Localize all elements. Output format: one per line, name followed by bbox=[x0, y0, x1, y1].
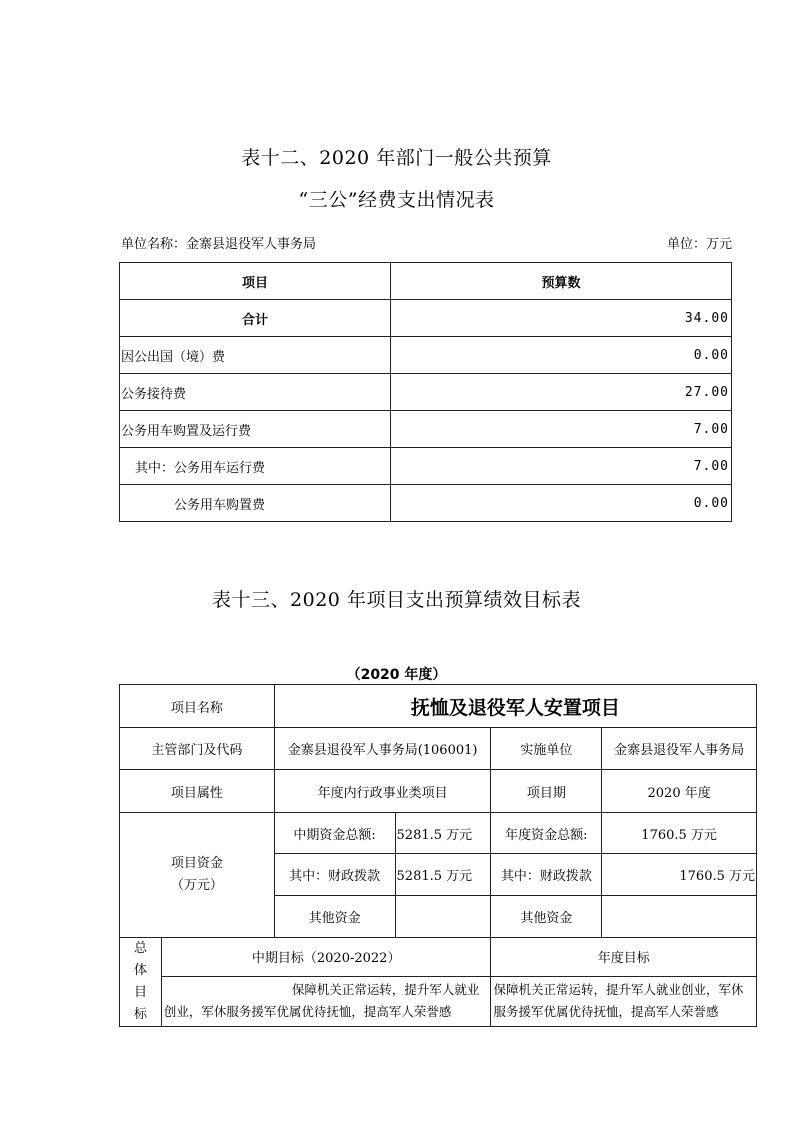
impl-label: 实施单位 bbox=[491, 728, 602, 770]
attr-value: 年度内行政事业类项目 bbox=[274, 770, 491, 813]
mid-fiscal-value: 5281.5 万元 bbox=[395, 854, 491, 896]
dept-label: 主管部门及代码 bbox=[120, 728, 275, 770]
three-public-expenses-table bbox=[119, 262, 732, 522]
row-value: 7.00 bbox=[391, 448, 732, 485]
table13-title: 表十三、2020 年项目支出预算绩效目标表 bbox=[212, 589, 581, 611]
year-total-value: 1760.5 万元 bbox=[602, 813, 757, 854]
table-row bbox=[120, 485, 732, 522]
total-label: 合计 bbox=[120, 300, 391, 337]
mid-goal-label: 中期目标（2020-2022） bbox=[161, 938, 491, 977]
dept-row bbox=[120, 728, 757, 770]
year-fiscal-label: 其中：财政拨款 bbox=[491, 854, 602, 896]
period-value: 2020 年度 bbox=[602, 770, 757, 813]
unit: 单位：万元 bbox=[666, 237, 732, 252]
table-row-total bbox=[120, 300, 732, 337]
goal-text-row bbox=[120, 976, 757, 1026]
header-budget: 预算数 bbox=[391, 263, 732, 300]
unit-name: 单位名称：金寨县退役军人事务局 bbox=[121, 237, 317, 252]
mid-fiscal-label: 其中：财政拨款 bbox=[274, 854, 395, 896]
table12-title-line2: “三公”经费支出情况表 bbox=[298, 189, 495, 211]
mid-total-label: 中期资金总额: bbox=[274, 813, 395, 854]
row-value: 0.00 bbox=[391, 337, 732, 374]
year-label: （2020 年度） bbox=[346, 667, 447, 683]
table-row bbox=[120, 337, 732, 374]
overall-goal-char: 总 bbox=[133, 941, 147, 956]
year-fiscal-value: 1760.5 万元 bbox=[602, 854, 757, 896]
other-funds-label-year: 其他资金 bbox=[491, 896, 602, 938]
other-funds-value-year bbox=[602, 896, 757, 938]
mid-goal-text bbox=[161, 976, 491, 1026]
row-label: 公务接待费 bbox=[120, 374, 391, 411]
table-row bbox=[120, 448, 732, 485]
period-label: 项目期 bbox=[491, 770, 602, 813]
mid-goal-text-body: 保障机关正常运转，提升军人就业创业，军休服务援军优属优待抚恤，提高军人荣誉感 bbox=[163, 981, 480, 1019]
attr-row bbox=[120, 770, 757, 813]
funds-row-1 bbox=[120, 813, 757, 854]
funds-label-line2: （万元） bbox=[170, 878, 223, 893]
year-total-label: 年度资金总额: bbox=[491, 813, 602, 854]
row-value: 0.00 bbox=[391, 485, 732, 522]
row-label: 因公出国（境）费 bbox=[120, 337, 391, 374]
funds-label-line1: 项目资金 bbox=[170, 856, 223, 871]
row-value: 7.00 bbox=[391, 411, 732, 448]
row-label: 公务用车购置费 bbox=[120, 485, 391, 522]
row-label: 其中：公务用车运行费 bbox=[120, 448, 391, 485]
year-goal-label: 年度目标 bbox=[491, 938, 757, 977]
project-name: 抚恤及退役军人安置项目 bbox=[274, 685, 756, 728]
performance-target-table bbox=[119, 684, 757, 1027]
mid-total-value: 5281.5 万元 bbox=[395, 813, 491, 854]
overall-goal-char: 标 bbox=[133, 1007, 147, 1022]
total-value: 34.00 bbox=[391, 300, 732, 337]
impl-value: 金寨县退役军人事务局 bbox=[602, 728, 757, 770]
other-funds-label-mid: 其他资金 bbox=[274, 896, 395, 938]
dept-value: 金寨县退役军人事务局(106001) bbox=[274, 728, 491, 770]
overall-goal-label bbox=[120, 938, 162, 1027]
goal-header-row bbox=[120, 938, 757, 977]
table-row bbox=[120, 374, 732, 411]
project-name-label: 项目名称 bbox=[120, 685, 275, 728]
funds-label bbox=[120, 813, 275, 938]
table-header-row bbox=[120, 263, 732, 300]
other-funds-value-mid bbox=[395, 896, 491, 938]
attr-label: 项目属性 bbox=[120, 770, 275, 813]
header-item: 项目 bbox=[120, 263, 391, 300]
overall-goal-char: 体 bbox=[133, 963, 147, 978]
row-label: 公务用车购置及运行费 bbox=[120, 411, 391, 448]
overall-goal-char: 目 bbox=[133, 985, 147, 1000]
row-value: 27.00 bbox=[391, 374, 732, 411]
table-row bbox=[120, 411, 732, 448]
year-goal-text: 保障机关正常运转，提升军人就业创业，军休服务援军优属优待抚恤，提高军人荣誉感 bbox=[491, 976, 757, 1026]
table12-title-line1: 表十二、2020 年部门一般公共预算 bbox=[241, 147, 552, 169]
project-name-row bbox=[120, 685, 757, 728]
